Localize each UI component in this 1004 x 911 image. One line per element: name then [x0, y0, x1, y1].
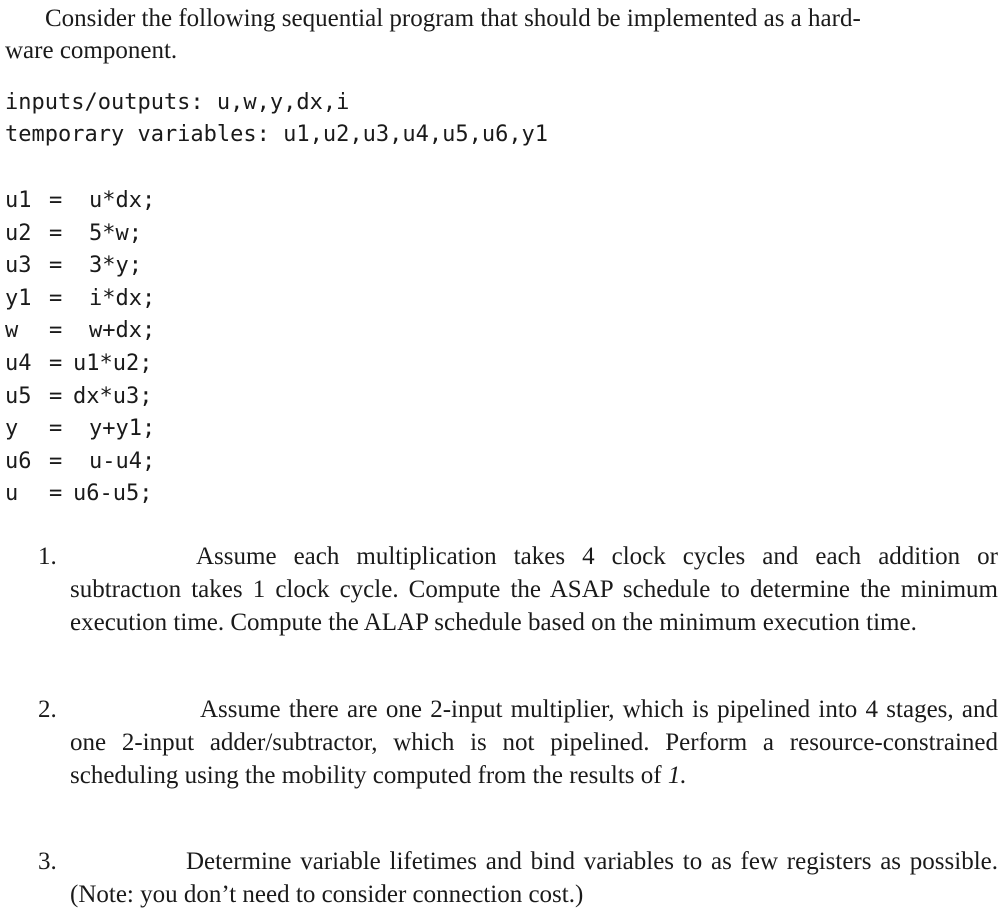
question-reference: 1. — [667, 762, 687, 789]
question-number: 3. — [38, 848, 57, 875]
code-rhs: u1*u2; — [73, 351, 153, 376]
code-rhs: u-u4; — [89, 448, 156, 474]
io-inputs-outputs: inputs/outputs: u,w,y,dx,i — [5, 90, 350, 115]
question-body: Determine variable lifetimes and bind variables to as few registers as possible. (Note: you don’t need to consider connection cost.) — [70, 848, 998, 908]
code-lhs: w — [5, 318, 19, 344]
code-rhs: i*dx; — [89, 285, 156, 311]
question-number: 1. — [38, 543, 57, 570]
io-temporary-variables: temporary variables: u1,u2,u3,u4,u5,u6,y1 — [5, 122, 549, 147]
intro-line-1: Consider the following sequential program that should be implemented as a hard- — [45, 5, 861, 32]
code-rhs: 3*y; — [89, 253, 142, 279]
code-equals: = — [49, 481, 63, 507]
code-lhs: u2 — [5, 220, 32, 246]
question-body: Assume there are one 2-input multiplier, which is pipelined into 4 stages, and one 2-input adder/subtractor, which is not pipelined. Perform a resource-constrained scheduling using the mobility computed from the results of — [70, 696, 998, 789]
question-text — [70, 540, 998, 639]
question-text — [70, 845, 998, 911]
code-lhs: u1 — [5, 188, 32, 213]
code-lhs: u3 — [5, 253, 32, 279]
code-rhs: u*dx; — [89, 188, 156, 213]
code-equals: = — [49, 416, 63, 442]
code-equals: = — [49, 188, 63, 213]
code-lhs: u6 — [5, 448, 32, 474]
code-equals: = — [49, 220, 63, 246]
question-text — [70, 693, 998, 792]
question-body: Assume each multiplication takes 4 clock cycles and each addition or subtractıon takes 1 clock cycle. Compute the ASAP schedule to determine the minimum execution time. Compute the ALAP schedule based on the minimum execution time. — [70, 543, 998, 636]
code-rhs: u6-u5; — [73, 481, 153, 507]
question-number: 2. — [38, 696, 57, 723]
code-equals: = — [49, 253, 63, 279]
code-rhs: dx*u3; — [73, 383, 153, 409]
code-lhs: u5 — [5, 383, 32, 409]
code-lhs: u4 — [5, 351, 32, 376]
code-lhs: y — [5, 416, 19, 442]
code-lhs: u — [5, 481, 19, 507]
code-equals: = — [49, 318, 63, 344]
code-lhs: y1 — [5, 285, 32, 311]
code-rhs: y+y1; — [89, 416, 156, 442]
code-equals: = — [49, 383, 63, 409]
code-rhs: w+dx; — [89, 318, 156, 344]
code-equals: = — [49, 285, 63, 311]
code-equals: = — [49, 448, 63, 474]
intro-line-2: ware component. — [5, 37, 178, 64]
code-equals: = — [49, 351, 63, 376]
code-rhs: 5*w; — [89, 220, 142, 246]
